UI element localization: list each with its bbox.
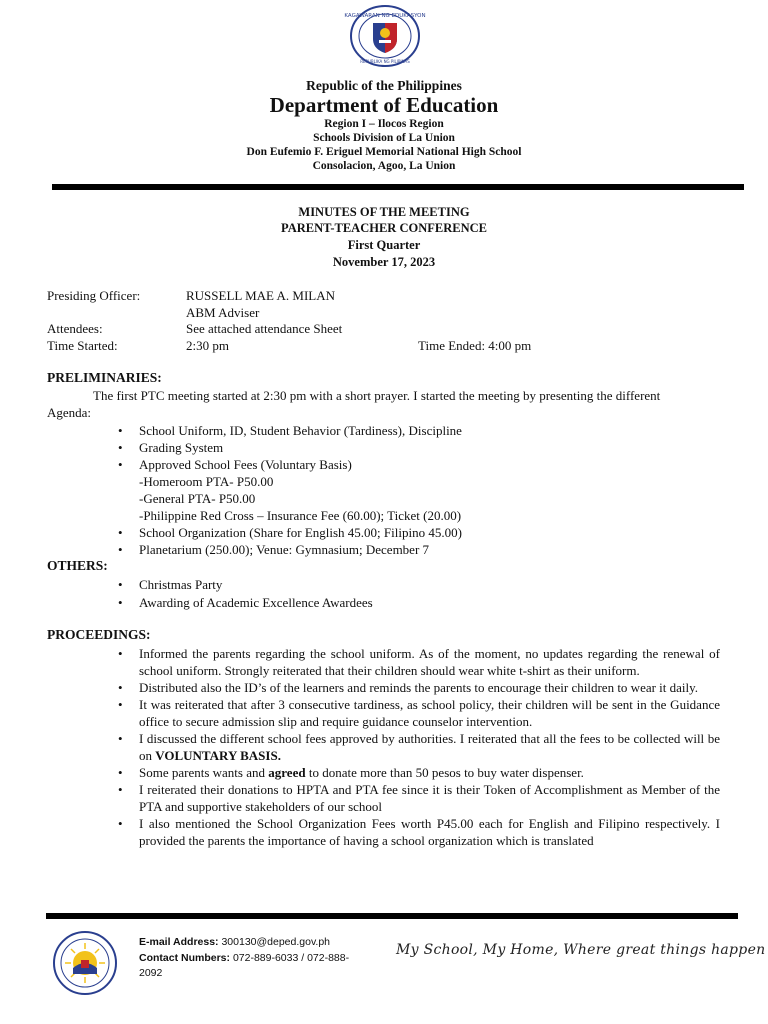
header-division: Schools Division of La Union: [313, 132, 455, 144]
header-school: Don Eufemio F. Eriguel Memorial National High School: [246, 146, 522, 158]
list-item: • Christmas Party: [112, 576, 720, 593]
list-item: • School Organization (Share for English 45.00; Filipino 45.00): [112, 524, 720, 541]
agenda-list: [112, 422, 720, 558]
preliminaries-agenda: Agenda:: [47, 405, 92, 420]
header-region: Region I – Ilocos Region: [324, 118, 444, 130]
title-ptc: PARENT-TEACHER CONFERENCE: [281, 221, 487, 235]
preliminaries-intro: The first PTC meeting started at 2:30 pm with a short prayer. I started the meeting by presenting the different: [93, 388, 661, 403]
seal-text-bottom: REPUBLIKA NG PILIPINAS: [360, 59, 410, 64]
list-item: -General PTA- P50.00: [139, 491, 256, 506]
footer-rule: [46, 913, 738, 919]
time-started-label: Time Started:: [47, 338, 118, 353]
time-ended: Time Ended: 4:00 pm: [418, 338, 532, 353]
attendees-value: See attached attendance Sheet: [186, 321, 343, 336]
presiding-value: RUSSELL MAE A. MILAN: [186, 288, 336, 303]
list-item: • School Uniform, ID, Student Behavior (Tardiness), Discipline: [112, 422, 720, 439]
voluntary-basis-emphasis: VOLUNTARY BASIS.: [155, 748, 281, 763]
header-department: Department of Education: [269, 93, 499, 117]
list-item: [112, 764, 720, 781]
others-heading: OTHERS:: [47, 558, 108, 573]
presiding-role: ABM Adviser: [186, 305, 260, 320]
title-minutes: MINUTES OF THE MEETING: [298, 205, 470, 219]
title-quarter: First Quarter: [347, 238, 421, 252]
list-item: • Awarding of Academic Excellence Awardees: [112, 594, 720, 611]
list-item: • Grading System: [112, 439, 720, 456]
list-item: -Philippine Red Cross – Insurance Fee (60.00); Ticket (20.00): [139, 508, 462, 523]
list-item: -Homeroom PTA- P50.00: [139, 474, 274, 489]
footer-contact: [139, 951, 349, 966]
proceedings-p5-text: Some parents wants and: [139, 765, 269, 780]
list-item: • Informed the parents regarding the school uniform. As of the moment, no updates regarding the renewal of school uniform. Strongly reiterated that their children should wear white t-shirt as their uniform.: [112, 645, 720, 679]
attendees-label: Attendees:: [47, 321, 103, 336]
contact-label: Contact Numbers:: [139, 952, 233, 964]
proceedings-heading: PROCEEDINGS:: [47, 627, 151, 642]
deped-seal-icon: [344, 5, 426, 67]
list-item: • Approved School Fees (Voluntary Basis): [112, 456, 720, 473]
agreed-emphasis: agreed: [268, 765, 306, 780]
school-slogan: My School, My Home, Where great things happen: [396, 942, 766, 958]
footer-email: [139, 935, 330, 950]
others-list: [112, 576, 720, 611]
title-date: November 17, 2023: [332, 255, 436, 269]
list-item: • It was reiterated that after 3 consecutive tardiness, as school policy, their children will be sent in the Guidance office to secure admission slip and require guidance counselor intervention.: [112, 696, 720, 730]
header-address: Consolacion, Agoo, La Union: [312, 160, 456, 172]
email-label: E-mail Address:: [139, 936, 222, 948]
list-item: • I also mentioned the School Organization Fees worth P45.00 each for English and Filipino respectively. I provided the parents the importance of having a school organization which is translated: [112, 815, 720, 849]
header-republic: Republic of the Philippines: [306, 78, 462, 93]
list-item: • Planetarium (250.00); Venue: Gymnasium; December 7: [112, 541, 720, 558]
proceedings-p5-text-end: to donate more than 50 pesos to buy water dispenser.: [305, 765, 584, 780]
list-item: • I reiterated their donations to HPTA and PTA fee since it is their Token of Accomplishment as Member of the PTA and supportive stakeholders of our school: [112, 781, 720, 815]
header-rule: [52, 184, 744, 190]
footer-contact-cont: 2092: [139, 967, 163, 979]
email-value: 300130@deped.gov.ph: [221, 936, 331, 948]
proceedings-list: [112, 645, 720, 849]
list-item: • Distributed also the ID’s of the learners and reminds the parents to encourage their children to wear it daily.: [112, 679, 720, 696]
list-item: [112, 730, 720, 764]
school-seal-icon: [52, 930, 118, 996]
proceedings-p4-text: I discussed the different school fees approved by authorities. I reiterated that all the fees to be collected will be on: [139, 731, 720, 763]
preliminaries-heading: PRELIMINARIES:: [47, 370, 162, 385]
time-started-value: 2:30 pm: [186, 338, 229, 353]
seal-text-top: KAGAWARAN NG EDUKASYON: [344, 13, 426, 19]
contact-value: 072-889-6033 / 072-888-: [232, 952, 350, 964]
presiding-label: Presiding Officer:: [47, 288, 141, 303]
